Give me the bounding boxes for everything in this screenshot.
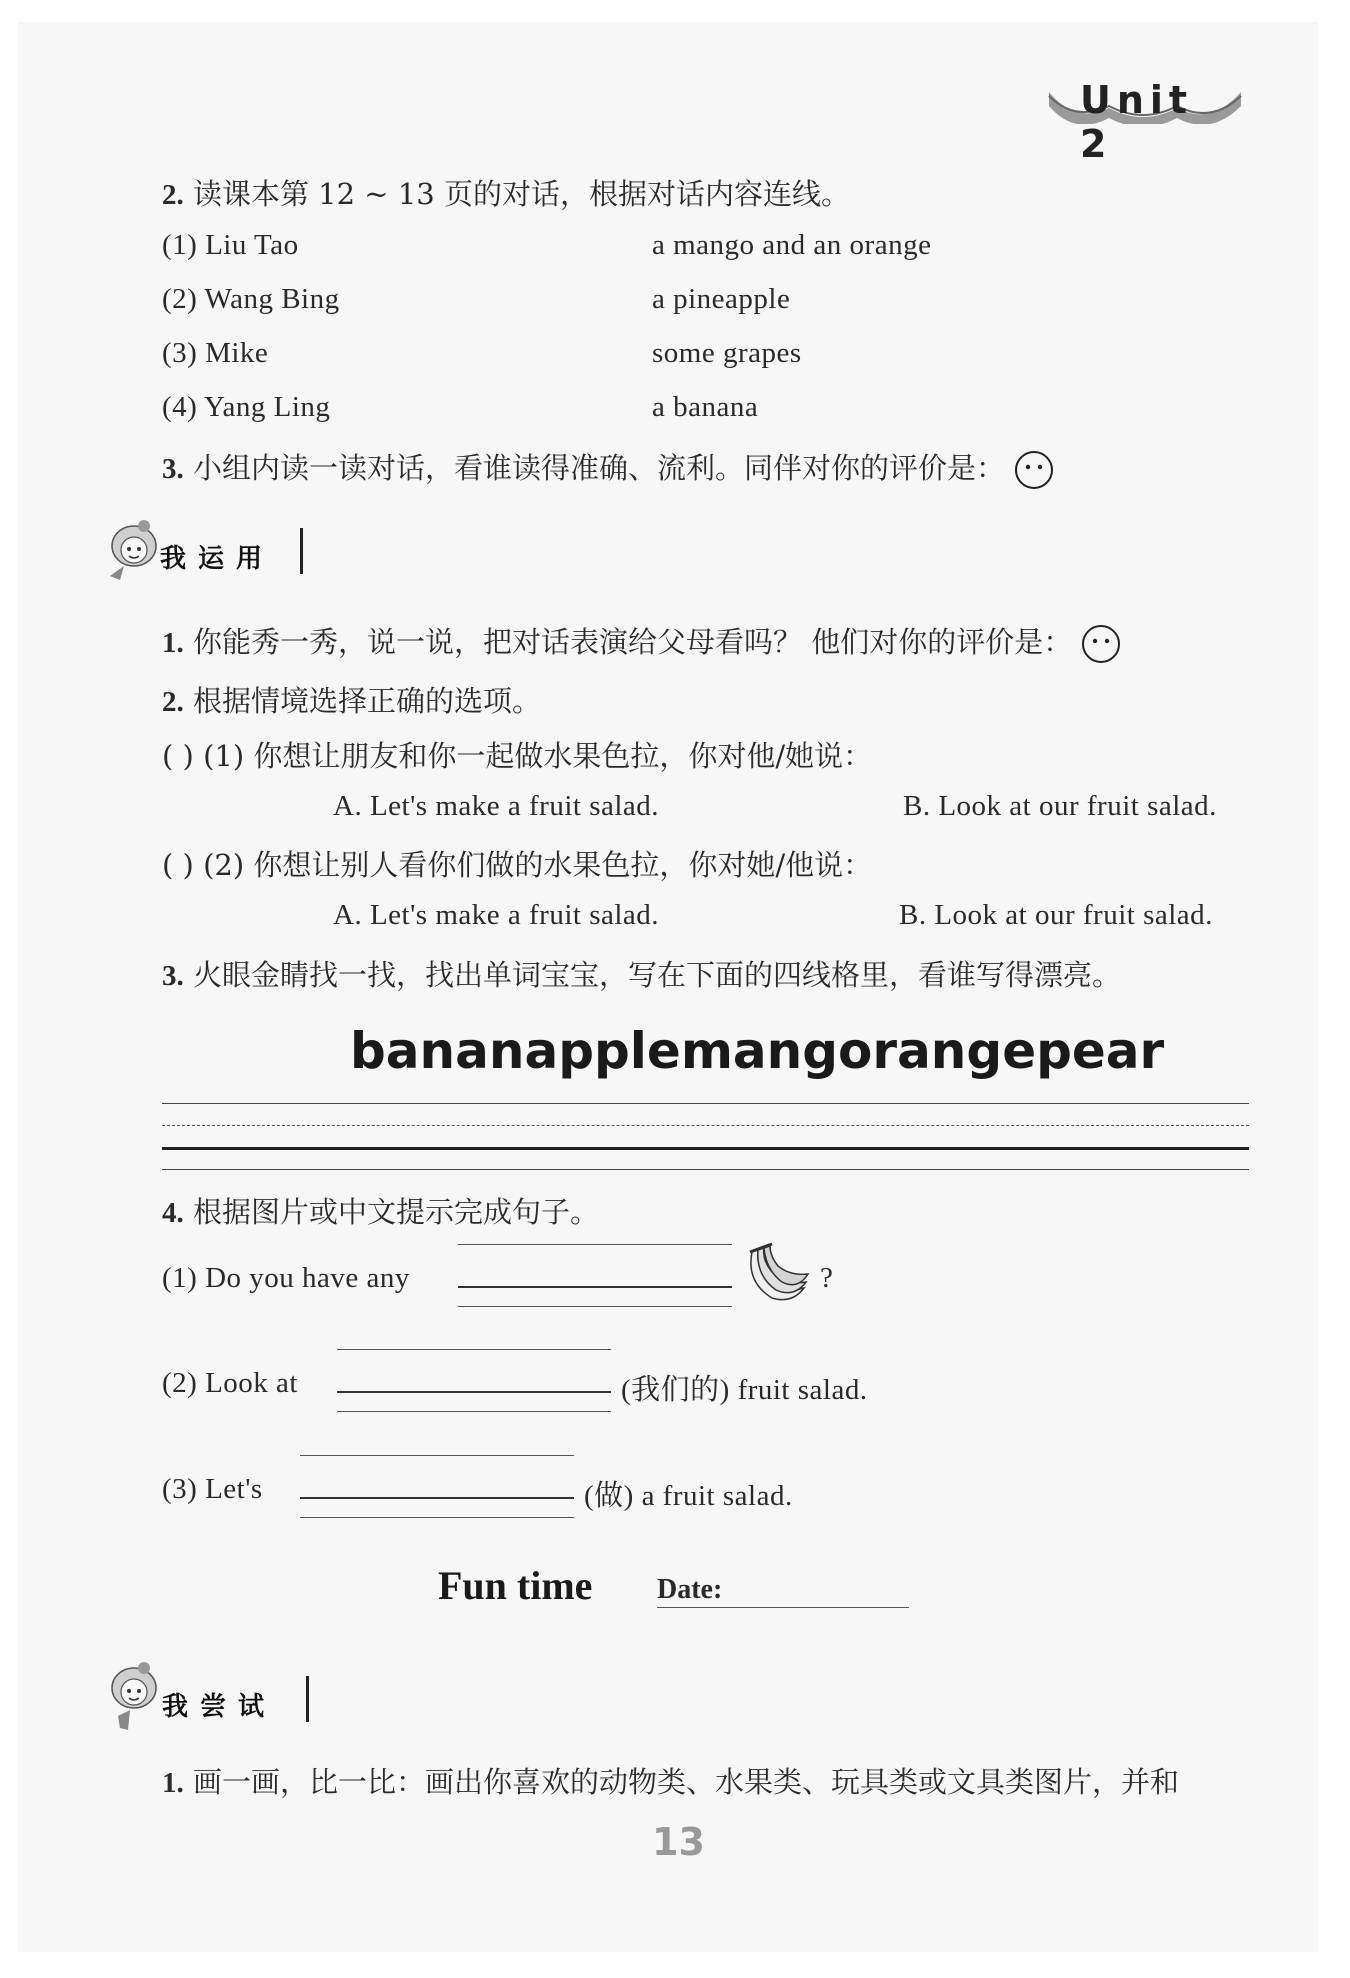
match-name-3: (3) Mike (162, 337, 269, 369)
q4-item-2-after: (我们的) fruit salad. (621, 1374, 868, 1406)
apply-q3-number: 3. (162, 960, 184, 992)
apply-q3-text: 火眼金睛找一找，找出单词宝宝，写在下面的四线格里，看谁写得漂亮。 (192, 958, 1121, 992)
q4-item-1-before: (1) Do you have any (162, 1262, 410, 1294)
section-try-label: 我尝试 (162, 1692, 277, 1722)
smiley-face-icon (1014, 450, 1054, 490)
match-name-1: (1) Liu Tao (162, 229, 299, 261)
q4-item-3-after: (做) a fruit salad. (584, 1480, 793, 1512)
apply-q3-row (162, 953, 1121, 994)
q4-item-1-blank[interactable] (458, 1286, 732, 1288)
apply-q1-text: 你能秀一秀，说一说，把对话表演给父母看吗？ 他们对你的评价是： (192, 625, 1073, 659)
q3-top-text: 小组内读一读对话，看谁读得准确、流利。同伴对你的评价是： (192, 451, 1005, 485)
q4-item-1-after: ? (820, 1262, 834, 1294)
match-fruit-1: a mango and an orange (652, 229, 932, 261)
unit-header (1045, 78, 1243, 166)
section-apply-label: 我运用 (160, 544, 275, 574)
guide-line (337, 1411, 611, 1412)
answer-paren[interactable]: ( ) (162, 848, 194, 882)
option-a: A. Let's make a fruit salad. (333, 790, 660, 822)
apply-q2-text: 根据情境选择正确的选项。 (192, 684, 541, 718)
word-puzzle-string: bananapplemangorangepear (350, 1022, 1165, 1080)
match-fruit-4: a banana (652, 391, 759, 423)
date-label: Date: (657, 1574, 723, 1605)
match-name-2: (2) Wang Bing (162, 283, 340, 315)
guide-line (300, 1455, 574, 1456)
apply-q2-item-2 (162, 843, 872, 884)
apply-q4-row (162, 1190, 599, 1231)
item-prompt: (1) 你想让朋友和你一起做水果色拉，你对他/她说： (203, 739, 873, 773)
banana-bunch-icon (742, 1242, 812, 1306)
cartoon-girl-icon (100, 516, 164, 586)
option-b: B. Look at our fruit salad. (903, 790, 1217, 822)
q4-item-2-blank[interactable] (337, 1391, 611, 1393)
q4-item-3-blank[interactable] (300, 1497, 574, 1499)
writing-line-1 (162, 1103, 1249, 1104)
writing-line-2 (162, 1125, 1249, 1126)
q4-item-3-before: (3) Let's (162, 1473, 263, 1505)
try-q1-number: 1. (162, 1767, 184, 1799)
q2-title-row (162, 172, 850, 213)
q4-item-2-before: (2) Look at (162, 1367, 298, 1399)
apply-q2-row (162, 679, 541, 720)
guide-line (300, 1517, 574, 1518)
unit-title: Unit 2 (1080, 78, 1194, 166)
writing-line-4 (162, 1169, 1249, 1170)
guide-line (337, 1349, 611, 1350)
item-prompt: (2) 你想让别人看你们做的水果色拉，你对她/他说： (203, 848, 873, 882)
match-fruit-3: some grapes (652, 337, 802, 369)
guide-line (458, 1306, 732, 1307)
apply-q4-text: 根据图片或中文提示完成句子。 (192, 1195, 599, 1229)
match-fruit-2: a pineapple (652, 283, 791, 315)
answer-paren[interactable]: ( ) (162, 739, 194, 773)
option-a: A. Let's make a fruit salad. (333, 899, 660, 931)
match-name-4: (4) Yang Ling (162, 391, 331, 423)
option-b: B. Look at our fruit salad. (899, 899, 1213, 931)
try-q1-text: 画一画，比一比：画出你喜欢的动物类、水果类、玩具类或文具类图片，并和 (192, 1765, 1179, 1799)
apply-q4-number: 4. (162, 1197, 184, 1229)
section-apply-header (100, 516, 320, 586)
fun-time-title: Fun time (438, 1563, 593, 1608)
q3-top-row (162, 446, 1054, 490)
q2-title: 读课本第 12 ~ 13 页的对话，根据对话内容连线。 (192, 177, 850, 211)
date-blank[interactable] (657, 1607, 909, 1608)
q2-number: 2. (162, 179, 184, 211)
section-divider (300, 528, 303, 574)
q3-top-number: 3. (162, 453, 184, 485)
try-q1-row (162, 1760, 1179, 1801)
apply-q2-number: 2. (162, 686, 184, 718)
guide-line (458, 1244, 732, 1245)
apply-q1-number: 1. (162, 627, 184, 659)
writing-line-3[interactable] (162, 1147, 1249, 1150)
smiley-face-icon (1081, 624, 1121, 664)
section-try-header (100, 1658, 320, 1734)
apply-q2-item-1 (162, 734, 872, 775)
apply-q1-row (162, 620, 1121, 664)
page-number: 13 (652, 1820, 705, 1864)
section-divider (306, 1676, 309, 1722)
cartoon-girl-icon (100, 1658, 164, 1734)
